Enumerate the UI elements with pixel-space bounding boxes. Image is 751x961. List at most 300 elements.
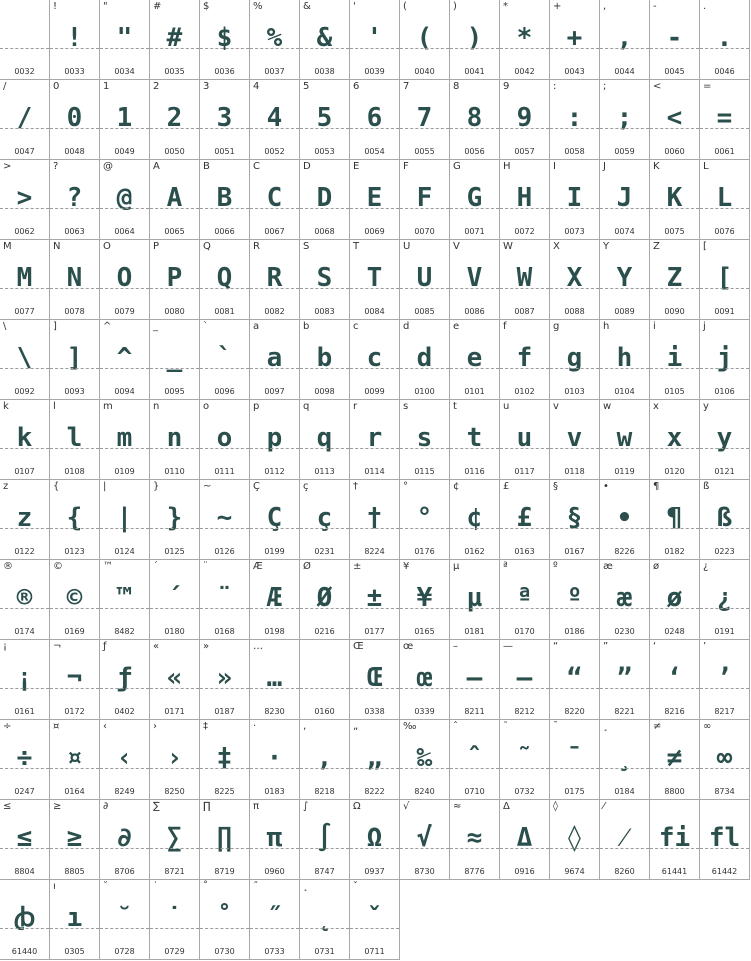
- glyph-character-label: ·: [253, 721, 257, 732]
- glyph-cell: [650, 480, 700, 560]
- glyph-character-label: æ: [603, 561, 613, 572]
- glyph-code-label: 8249: [114, 787, 135, 796]
- glyph-cell: [650, 240, 700, 320]
- glyph-cell: [500, 80, 550, 160]
- glyph-code-label: 0111: [214, 467, 235, 476]
- baseline-guide: [500, 208, 549, 209]
- baseline-guide: [100, 688, 149, 689]
- glyph-code-label: 0184: [614, 787, 635, 796]
- glyph-code-label: 0048: [64, 147, 85, 156]
- glyph-character-label: µ: [453, 561, 460, 572]
- glyph-cell: [600, 400, 650, 480]
- glyph-character-label: N: [53, 241, 61, 252]
- baseline-guide: [0, 48, 49, 49]
- baseline-guide: [600, 608, 649, 609]
- glyph-preview: 6: [366, 103, 383, 133]
- glyph-preview: ”: [616, 663, 633, 693]
- baseline-guide: [200, 528, 249, 529]
- glyph-cell: [50, 240, 100, 320]
- glyph-code-label: 0053: [314, 147, 335, 156]
- glyph-code-label: 0076: [714, 227, 735, 236]
- glyph-preview: J: [616, 183, 633, 213]
- baseline-guide: [200, 208, 249, 209]
- glyph-code-label: 61441: [661, 867, 688, 876]
- glyph-character-label: ∂: [103, 801, 109, 812]
- baseline-guide: [350, 528, 399, 529]
- glyph-code-label: 8211: [464, 707, 485, 716]
- glyph-character-label: “: [553, 641, 559, 652]
- glyph-preview: \: [16, 343, 33, 373]
- baseline-guide: [500, 768, 549, 769]
- baseline-guide: [650, 528, 699, 529]
- baseline-guide: [650, 288, 699, 289]
- glyph-cell: [350, 880, 400, 960]
- glyph-cell: [400, 80, 450, 160]
- glyph-preview: ƒ: [116, 663, 133, 693]
- glyph-preview: T: [366, 263, 383, 293]
- baseline-guide: [50, 768, 99, 769]
- glyph-preview: #: [166, 23, 183, 53]
- baseline-guide: [50, 528, 99, 529]
- glyph-cell: [550, 0, 600, 80]
- glyph-preview: h: [616, 343, 633, 373]
- glyph-preview: ˆ: [466, 743, 483, 773]
- glyph-cell: [550, 80, 600, 160]
- glyph-preview: }: [166, 503, 183, 533]
- glyph-code-label: 0171: [164, 707, 185, 716]
- glyph-code-label: 0098: [314, 387, 335, 396]
- glyph-cell: [350, 640, 400, 720]
- glyph-code-label: 0044: [614, 67, 635, 76]
- glyph-code-label: 8226: [614, 547, 635, 556]
- baseline-guide: [600, 368, 649, 369]
- glyph-preview: ™: [116, 583, 133, 613]
- glyph-code-label: 0054: [364, 147, 385, 156]
- glyph-character-label: ^: [103, 321, 112, 332]
- glyph-code-label: 8250: [164, 787, 185, 796]
- glyph-code-label: 0063: [64, 227, 85, 236]
- glyph-code-label: 0176: [414, 547, 435, 556]
- glyph-character-label: ≠: [653, 721, 662, 732]
- glyph-character-label: |: [103, 481, 107, 492]
- baseline-guide: [700, 368, 749, 369]
- glyph-code-label: 0035: [164, 67, 185, 76]
- glyph-preview: [: [716, 263, 733, 293]
- baseline-guide: [250, 288, 299, 289]
- glyph-cell: [450, 640, 500, 720]
- glyph-cell: [200, 880, 250, 960]
- glyph-character-label: ˝: [253, 881, 258, 892]
- glyph-character-label: +: [553, 1, 562, 12]
- glyph-cell: [500, 560, 550, 640]
- glyph-character-label: ¥: [403, 561, 410, 572]
- glyph-preview: †: [366, 503, 383, 533]
- glyph-preview: °: [416, 503, 433, 533]
- glyph-preview: 9: [516, 103, 533, 133]
- glyph-code-label: 0730: [214, 947, 235, 956]
- glyph-cell: [250, 0, 300, 80]
- glyph-character-label: g: [553, 321, 560, 332]
- glyph-character-label: q: [303, 401, 310, 412]
- glyph-code-label: 0046: [714, 67, 735, 76]
- baseline-guide: [450, 688, 499, 689]
- baseline-guide: [650, 208, 699, 209]
- glyph-preview: N: [66, 263, 83, 293]
- glyph-cell: [100, 0, 150, 80]
- glyph-preview: √: [416, 823, 433, 853]
- glyph-preview: 4: [266, 103, 283, 133]
- glyph-code-label: 0248: [664, 627, 685, 636]
- baseline-guide: [600, 768, 649, 769]
- baseline-guide: [0, 128, 49, 129]
- glyph-character-label: †: [353, 481, 358, 492]
- glyph-cell: [150, 800, 200, 880]
- glyph-cell: [500, 160, 550, 240]
- baseline-guide: [400, 368, 449, 369]
- glyph-code-label: 0068: [314, 227, 335, 236]
- glyph-preview: m: [116, 423, 133, 453]
- baseline-guide: [650, 448, 699, 449]
- baseline-guide: [50, 288, 99, 289]
- baseline-guide: [100, 768, 149, 769]
- glyph-code-label: 8217: [714, 707, 735, 716]
- glyph-code-label: 0338: [364, 707, 385, 716]
- glyph-cell: [200, 720, 250, 800]
- baseline-guide: [300, 368, 349, 369]
- baseline-guide: [300, 288, 349, 289]
- glyph-preview: ø: [666, 583, 683, 613]
- baseline-guide: [50, 208, 99, 209]
- baseline-guide: [500, 288, 549, 289]
- glyph-character-label: K: [653, 161, 660, 172]
- glyph-character-label: ∑: [153, 801, 160, 812]
- glyph-cell: [250, 80, 300, 160]
- glyph-character-label: ¯: [553, 721, 558, 732]
- baseline-guide: [600, 848, 649, 849]
- glyph-preview: d: [416, 343, 433, 373]
- glyph-character-label: ": [103, 1, 108, 12]
- glyph-preview: 7: [416, 103, 433, 133]
- glyph-code-label: 0164: [64, 787, 85, 796]
- glyph-code-label: 0339: [414, 707, 435, 716]
- baseline-guide: [300, 608, 349, 609]
- glyph-character-label: Ω: [353, 801, 361, 812]
- glyph-character-label: 2: [153, 81, 160, 92]
- glyph-character-label: º: [553, 561, 558, 572]
- baseline-guide: [0, 368, 49, 369]
- glyph-cell: [650, 720, 700, 800]
- glyph-code-label: 0165: [414, 627, 435, 636]
- glyph-code-label: 0100: [414, 387, 435, 396]
- glyph-cell: [700, 720, 750, 800]
- baseline-guide: [150, 768, 199, 769]
- glyph-character-label: ‚: [303, 721, 307, 732]
- glyph-character-label: B: [203, 161, 210, 172]
- glyph-character-label: ˛: [303, 881, 308, 892]
- glyph-code-label: 0087: [514, 307, 535, 316]
- glyph-character-label: m: [103, 401, 113, 412]
- glyph-character-label: i: [653, 321, 656, 332]
- glyph-code-label: 0169: [64, 627, 85, 636]
- glyph-character-label: 6: [353, 81, 360, 92]
- glyph-code-label: 0097: [264, 387, 285, 396]
- glyph-cell: [50, 640, 100, 720]
- glyph-code-label: 0049: [114, 147, 135, 156]
- glyph-preview: ª: [516, 583, 533, 613]
- glyph-preview: «: [166, 663, 183, 693]
- glyph-code-label: 0167: [564, 547, 585, 556]
- baseline-guide: [550, 448, 599, 449]
- glyph-code-label: 0247: [14, 787, 35, 796]
- glyph-preview: !: [66, 23, 83, 53]
- glyph-cell: [250, 400, 300, 480]
- baseline-guide: [400, 448, 449, 449]
- glyph-code-label: 61440: [11, 947, 38, 956]
- glyph-character-label: T: [353, 241, 360, 252]
- glyph-code-label: 0088: [564, 307, 585, 316]
- glyph-cell: [700, 400, 750, 480]
- glyph-preview: F: [416, 183, 433, 213]
- glyph-preview: ;: [616, 103, 633, 133]
- glyph-character-label: ˚: [203, 881, 208, 892]
- glyph-code-label: 0116: [464, 467, 485, 476]
- glyph-preview: ˛: [316, 903, 333, 933]
- glyph-cell: [150, 80, 200, 160]
- glyph-character-label: 0: [53, 81, 60, 92]
- glyph-cell: [300, 320, 350, 400]
- glyph-code-label: 0040: [414, 67, 435, 76]
- glyph-preview: S: [316, 263, 333, 293]
- glyph-code-label: 0085: [414, 307, 435, 316]
- glyph-code-label: 0051: [214, 147, 235, 156]
- glyph-preview: O: [116, 263, 133, 293]
- glyph-preview: k: [16, 423, 33, 453]
- baseline-guide: [350, 768, 399, 769]
- glyph-preview: /: [16, 103, 33, 133]
- glyph-cell: [200, 320, 250, 400]
- glyph-character-label: –: [453, 641, 458, 652]
- glyph-preview: ⁄: [622, 823, 627, 853]
- glyph-code-label: 8260: [614, 867, 635, 876]
- glyph-code-label: 0096: [214, 387, 235, 396]
- glyph-preview: ’: [716, 663, 733, 693]
- glyph-code-label: 0062: [14, 227, 35, 236]
- glyph-character-label: w: [603, 401, 612, 412]
- glyph-preview: B: [216, 183, 233, 213]
- glyph-cell: [700, 240, 750, 320]
- glyph-preview: M: [16, 263, 33, 293]
- glyph-preview: =: [716, 103, 733, 133]
- glyph-character-label: ’: [703, 641, 707, 652]
- glyph-code-label: 0305: [64, 947, 85, 956]
- glyph-cell: [300, 880, 350, 960]
- glyph-cell: [650, 320, 700, 400]
- glyph-code-label: 0065: [164, 227, 185, 236]
- glyph-code-label: 0061: [714, 147, 735, 156]
- glyph-character-label: ,: [603, 1, 607, 12]
- glyph-cell: [100, 880, 150, 960]
- baseline-guide: [250, 128, 299, 129]
- glyph-code-label: 0101: [464, 387, 485, 396]
- baseline-guide: [0, 208, 49, 209]
- glyph-cell: [450, 560, 500, 640]
- glyph-character-label: ¡: [3, 641, 8, 652]
- glyph-cell: [550, 240, 600, 320]
- glyph-preview: ‚: [316, 743, 333, 773]
- glyph-preview: ¨: [216, 583, 233, 613]
- baseline-guide: [350, 448, 399, 449]
- glyph-cell: [0, 480, 50, 560]
- baseline-guide: [700, 768, 749, 769]
- glyph-preview: §: [566, 503, 583, 533]
- glyph-code-label: 0199: [264, 547, 285, 556]
- glyph-code-label: 0710: [464, 787, 485, 796]
- glyph-character-label: Z: [653, 241, 660, 252]
- glyph-preview: œ: [416, 663, 433, 693]
- glyph-code-label: 8222: [364, 787, 385, 796]
- glyph-character-label: »: [203, 641, 210, 652]
- baseline-guide: [250, 48, 299, 49]
- glyph-preview: ß: [716, 503, 733, 533]
- glyph-character-label: !: [53, 1, 58, 12]
- glyph-code-label: 0075: [664, 227, 685, 236]
- baseline-guide: [350, 128, 399, 129]
- glyph-cell: [250, 560, 300, 640]
- glyph-preview: ≤: [16, 823, 33, 853]
- glyph-code-label: 0231: [314, 547, 335, 556]
- glyph-cell: [450, 0, 500, 80]
- glyph-character-label: y: [703, 401, 709, 412]
- baseline-guide: [150, 848, 199, 849]
- glyph-cell: [300, 80, 350, 160]
- glyph-character-label: X: [553, 241, 560, 252]
- glyph-preview: l: [66, 423, 83, 453]
- glyph-code-label: 0733: [264, 947, 285, 956]
- baseline-guide: [50, 48, 99, 49]
- glyph-character-label: ª: [503, 561, 508, 572]
- baseline-guide: [700, 48, 749, 49]
- glyph-code-label: 0160: [314, 707, 335, 716]
- glyph-preview: £: [516, 503, 533, 533]
- glyph-code-label: 0037: [264, 67, 285, 76]
- glyph-code-label: 0033: [64, 67, 85, 76]
- glyph-character-label: j: [703, 321, 706, 332]
- baseline-guide: [450, 208, 499, 209]
- glyph-code-label: 0055: [414, 147, 435, 156]
- glyph-preview: C: [266, 183, 283, 213]
- glyph-cell: [250, 480, 300, 560]
- glyph-cell: [200, 240, 250, 320]
- baseline-guide: [350, 208, 399, 209]
- glyph-code-label: 0121: [714, 467, 735, 476]
- glyph-cell: [600, 560, 650, 640]
- glyph-preview: %: [266, 23, 283, 53]
- baseline-guide: [650, 688, 699, 689]
- baseline-guide: [450, 48, 499, 49]
- glyph-cell: [0, 160, 50, 240]
- glyph-cell: [150, 640, 200, 720]
- glyph-character-label: π: [253, 801, 260, 812]
- glyph-code-label: 8212: [514, 707, 535, 716]
- glyph-cell: [350, 240, 400, 320]
- glyph-cell: [600, 80, 650, 160]
- glyph-cell: [150, 880, 200, 960]
- glyph-code-label: 0170: [514, 627, 535, 636]
- glyph-character-label: U: [403, 241, 411, 252]
- glyph-cell: [700, 320, 750, 400]
- glyph-character-label: „: [353, 721, 359, 732]
- glyph-cell: [0, 560, 50, 640]
- baseline-guide: [100, 368, 149, 369]
- glyph-cell: [200, 640, 250, 720]
- glyph-preview: p: [266, 423, 283, 453]
- glyph-preview: q: [316, 423, 333, 453]
- glyph-cell: [500, 0, 550, 80]
- glyph-cell: [500, 800, 550, 880]
- glyph-cell: [600, 480, 650, 560]
- glyph-character-label: u: [503, 401, 510, 412]
- glyph-cell: [150, 480, 200, 560]
- glyph-cell: [400, 0, 450, 80]
- glyph-character-label: G: [453, 161, 461, 172]
- glyph-preview: –: [466, 663, 483, 693]
- baseline-guide: [300, 448, 349, 449]
- glyph-cell: [250, 800, 300, 880]
- glyph-preview: i: [666, 343, 683, 373]
- baseline-guide: [0, 608, 49, 609]
- glyph-cell: [350, 160, 400, 240]
- glyph-cell: [200, 160, 250, 240]
- glyph-code-label: 0960: [264, 867, 285, 876]
- glyph-character-label: J: [603, 161, 606, 172]
- baseline-guide: [400, 768, 449, 769]
- baseline-guide: [500, 128, 549, 129]
- baseline-guide: [450, 768, 499, 769]
- glyph-code-label: 0047: [14, 147, 35, 156]
- glyph-character-label: ß: [703, 481, 710, 492]
- glyph-cell: [550, 400, 600, 480]
- glyph-code-label: 8800: [664, 787, 685, 796]
- baseline-guide: [200, 768, 249, 769]
- glyph-character-label: R: [253, 241, 260, 252]
- glyph-preview: ]: [66, 343, 83, 373]
- glyph-preview: ˇ: [366, 903, 383, 933]
- baseline-guide: [650, 48, 699, 49]
- glyph-cell: [700, 480, 750, 560]
- glyph-preview: fi: [658, 823, 691, 853]
- glyph-code-label: 0064: [114, 227, 135, 236]
- glyph-code-label: 0074: [614, 227, 635, 236]
- glyph-cell: [0, 320, 50, 400]
- glyph-character-label: 9: [503, 81, 510, 92]
- glyph-character-label: S: [303, 241, 310, 252]
- glyph-preview: ±: [366, 583, 383, 613]
- baseline-guide: [200, 608, 249, 609]
- baseline-guide: [550, 128, 599, 129]
- baseline-guide: [150, 288, 199, 289]
- baseline-guide: [50, 848, 99, 849]
- glyph-cell: [50, 480, 100, 560]
- glyph-preview: y: [716, 423, 733, 453]
- glyph-character-label: Δ: [503, 801, 510, 812]
- glyph-preview: E: [366, 183, 383, 213]
- glyph-code-label: 8730: [414, 867, 435, 876]
- glyph-character-label: ?: [53, 161, 59, 172]
- baseline-guide: [400, 608, 449, 609]
- glyph-cell: [0, 720, 50, 800]
- baseline-guide: [50, 368, 99, 369]
- baseline-guide: [400, 688, 449, 689]
